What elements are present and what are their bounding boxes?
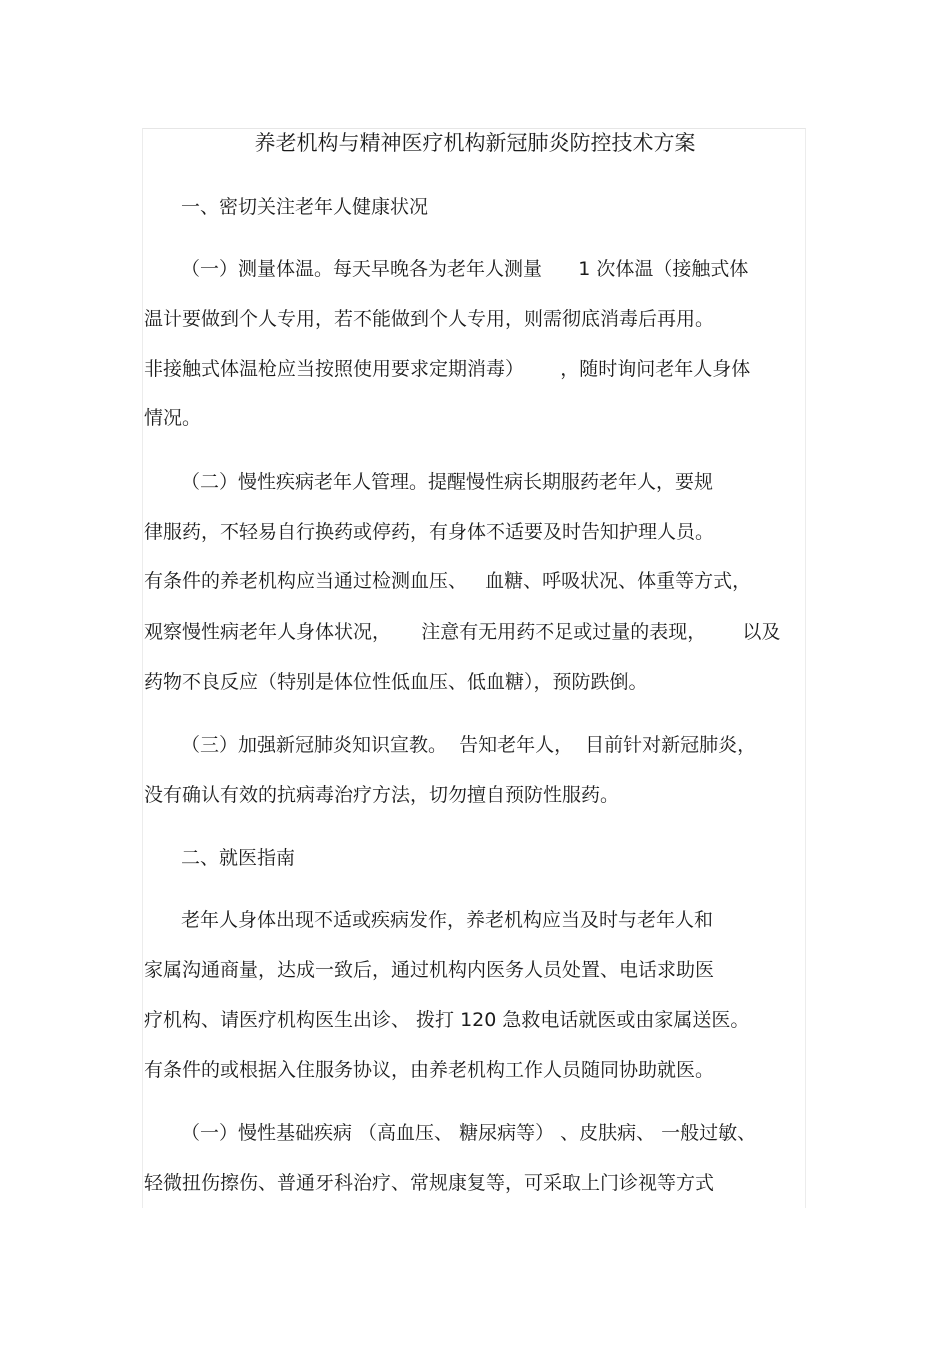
- paragraph-line: 温计要做到个人专用，若不能做到个人专用，则需彻底消毒后再用。: [144, 308, 715, 330]
- document-title: 养老机构与精神医疗机构新冠肺炎防控技术方案: [254, 131, 696, 155]
- paragraph-line: 有条件的养老机构应当通过检测血压、 血糖、呼吸状况、体重等方式，: [144, 570, 752, 592]
- paragraph-line: 疗机构、请医疗机构医生出诊、 拨打 120 急救电话就医或由家属送医。: [144, 1009, 750, 1031]
- paragraph-line: （二）慢性疾病老年人管理。提醒慢性病长期服药老年人，要规: [181, 471, 714, 493]
- section-heading-1: 一、密切关注老年人健康状况: [181, 196, 429, 218]
- paragraph-line: 没有确认有效的抗病毒治疗方法，切勿擅自预防性服药。: [144, 784, 620, 806]
- paragraph-line: （一）测量体温。每天早晚各为老年人测量 1 次体温（接触式体: [181, 258, 749, 280]
- paragraph-line: 轻微扭伤擦伤、普通牙科治疗、常规康复等，可采取上门诊视等方式: [144, 1172, 715, 1194]
- section-heading-2: 二、就医指南: [181, 847, 296, 869]
- paragraph-line: 药物不良反应（特别是体位性低血压、低血糖），预防跌倒。: [144, 671, 648, 693]
- paragraph-line: 观察慢性病老年人身体状况， 注意有无用药不足或过量的表现， 以及: [144, 621, 781, 643]
- paragraph-line: 非接触式体温枪应当按照使用要求定期消毒） ，随时询问老年人身体: [144, 358, 751, 380]
- paragraph-line: 家属沟通商量，达成一致后，通过机构内医务人员处置、电话求助医: [144, 959, 715, 981]
- paragraph-line: 律服药，不轻易自行换药或停药，有身体不适要及时告知护理人员。: [144, 521, 715, 543]
- paragraph-line: 老年人身体出现不适或疾病发作，养老机构应当及时与老年人和: [181, 909, 714, 931]
- paragraph-line: （一）慢性基础疾病 （高血压、 糖尿病等） 、皮肤病、 一般过敏、: [181, 1122, 757, 1144]
- paragraph-line: 情况。: [144, 407, 202, 429]
- paragraph-line: （三）加强新冠肺炎知识宣教。 告知老年人， 目前针对新冠肺炎，: [181, 734, 757, 756]
- page-frame: [142, 128, 806, 1208]
- paragraph-line: 有条件的或根据入住服务协议，由养老机构工作人员随同协助就医。: [144, 1059, 715, 1081]
